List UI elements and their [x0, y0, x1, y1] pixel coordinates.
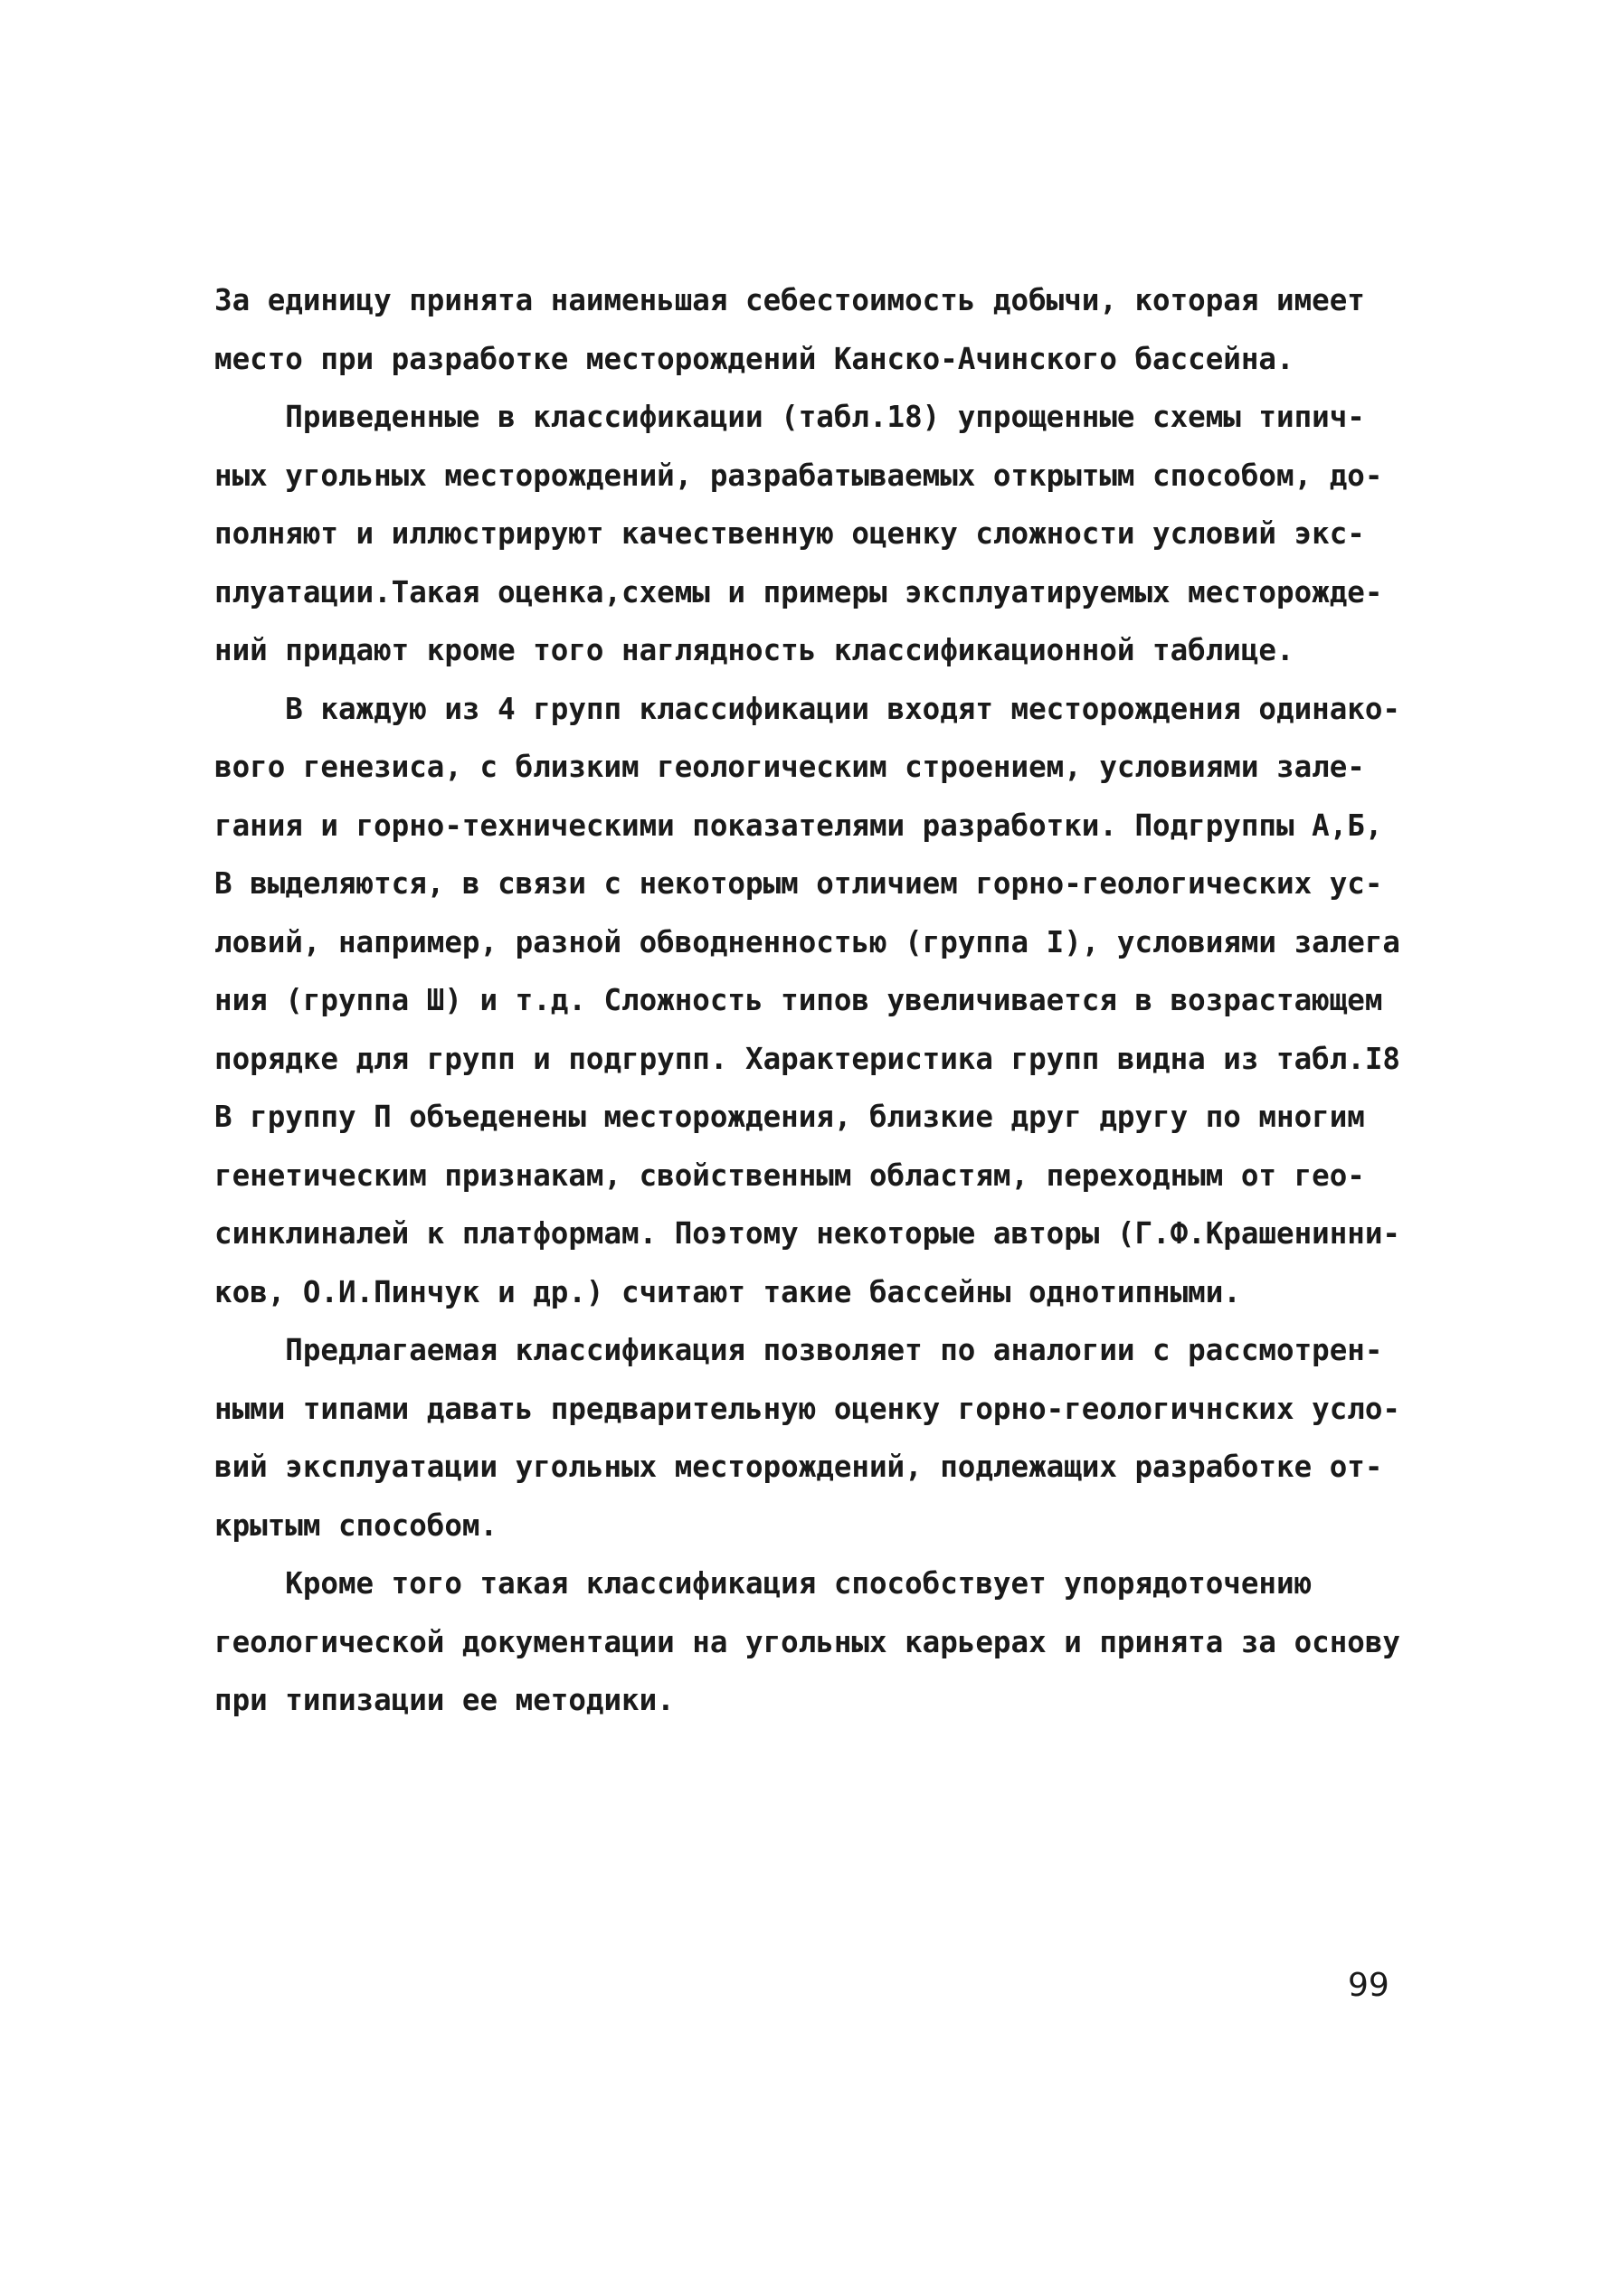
text-line-1: За единицу принята наименьшая себестоимость добычи, которая имеет — [214, 283, 1365, 317]
text-line-17: синклиналей к платформам. Поэтому некоторые авторы (Г.Ф.Крашенинни- — [214, 1216, 1400, 1251]
text-line-3: Приведенные в классификации (табл.18) упрощенные схемы типич- — [214, 400, 1365, 434]
text-line-6: плуатации.Такая оценка,схемы и примеры эксплуатируемых месторожде- — [214, 574, 1383, 609]
text-line-19: Предлагаемая классификация позволяет по аналогии с рассмотрен- — [214, 1333, 1383, 1367]
text-line-25: при типизации ее методики. — [214, 1683, 675, 1717]
text-line-24: геологической документации на угольных карьерах и принята за основу — [214, 1624, 1400, 1659]
text-line-23: Кроме того такая классификация способствует упорядоточению — [214, 1566, 1313, 1601]
text-line-4: ных угольных месторождений, разрабатываемых открытым способом, до- — [214, 458, 1383, 493]
text-line-13: ния (группа Ш) и т.д. Сложность типов увеличивается в возрастающем — [214, 983, 1383, 1017]
text-line-14: порядке для групп и подгрупп. Характеристика групп видна из табл.I8 — [214, 1041, 1400, 1076]
text-line-2: место при разработке месторождений Канско-Ачинского бассейна. — [214, 341, 1294, 376]
body-text — [214, 271, 1408, 1730]
text-line-12: ловий, например, разной обводненностью (группа I), условиями залега — [214, 924, 1400, 959]
text-line-22: крытым способом. — [214, 1507, 498, 1543]
text-line-15: В группу П объеденены месторождения, близкие друг другу по многим — [214, 1100, 1365, 1134]
text-line-16: генетическим признакам, свойственным областям, переходным от гео- — [214, 1157, 1365, 1193]
text-line-11: В выделяются, в связи с некоторым отличием горно-геологических ус- — [214, 866, 1383, 901]
page-number: 99 — [1348, 1967, 1389, 2004]
text-line-9: вого генезиса, с близким геологическим строением, условиями зале- — [214, 750, 1365, 784]
text-line-20: ными типами давать предварительную оценку горно-геологичнских усло- — [214, 1391, 1400, 1426]
text-line-8: В каждую из 4 групп классификации входят месторождения одинако- — [214, 691, 1400, 726]
text-line-5: полняют и иллюстрируют качественную оценку сложности условий экс- — [214, 516, 1365, 551]
text-line-18: ков, О.И.Пинчук и др.) считают такие бассейны однотипными. — [214, 1274, 1241, 1309]
text-line-10: гания и горно-техническими показателями разработки. Подгруппы А,Б, — [214, 808, 1383, 843]
text-line-21: вий эксплуатации угольных месторождений, подлежащих разработке от- — [214, 1450, 1383, 1484]
text-line-7: ний придают кроме того наглядность классификационной таблице. — [214, 633, 1294, 667]
